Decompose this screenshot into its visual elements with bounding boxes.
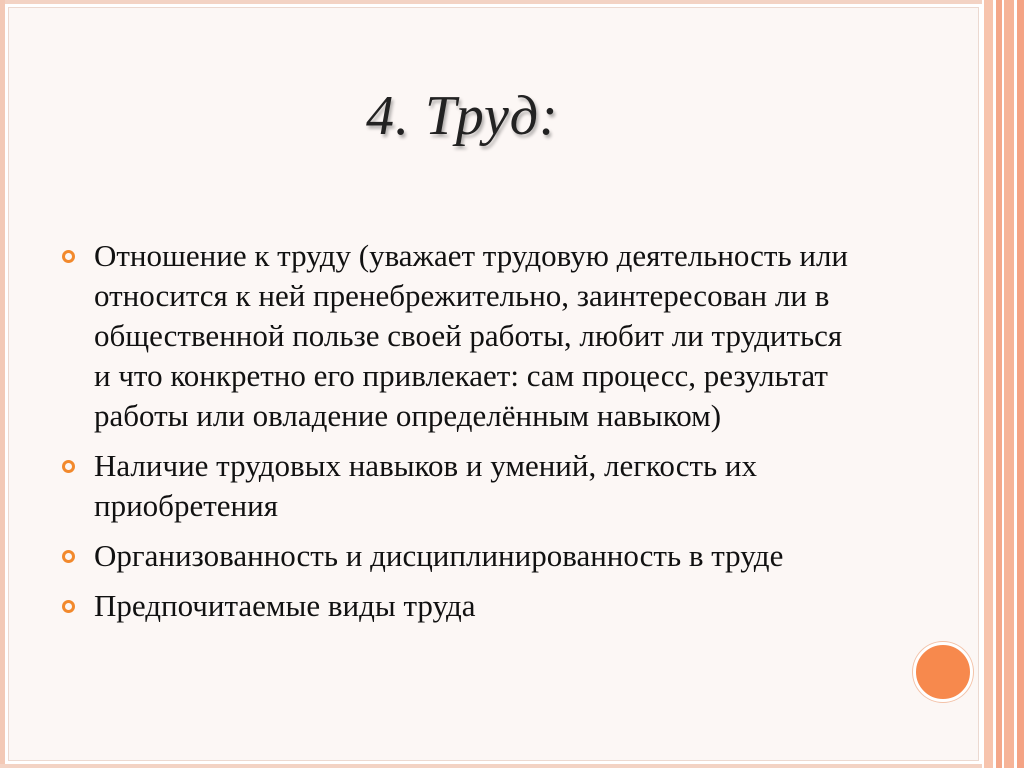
bullet-item bbox=[62, 236, 862, 436]
ring-bullet-icon bbox=[62, 550, 75, 563]
bullet-text: Наличие трудовых навыков и умений, легкость их приобретения bbox=[94, 448, 757, 523]
bullet-text: Предпочитаемые виды труда bbox=[94, 588, 476, 623]
bullet-list bbox=[62, 236, 862, 636]
circle-decoration-icon bbox=[913, 642, 973, 702]
ring-bullet-icon bbox=[62, 460, 75, 473]
bullet-text: Отношение к труду (уважает трудовую деятельность или относится к ней пренебрежительно, заинтересован ли в общественной пользе своей работы, любит ли трудиться и что конкретно его привлекает: сам процесс, результат работы или овладение определённым навыком) bbox=[94, 238, 849, 433]
bullet-item bbox=[62, 446, 862, 526]
frame-left-border bbox=[0, 0, 5, 768]
bullet-item bbox=[62, 586, 862, 626]
frame-bottom-border bbox=[0, 764, 1024, 768]
ring-bullet-icon bbox=[62, 600, 75, 613]
bullet-text: Организованность и дисциплинированность в труде bbox=[94, 538, 784, 573]
ring-bullet-icon bbox=[62, 250, 75, 263]
frame-top-border bbox=[0, 0, 1024, 4]
slide-title: 4. Труд: bbox=[366, 85, 559, 147]
bullet-item bbox=[62, 536, 862, 576]
decorative-stripes bbox=[982, 0, 1024, 768]
